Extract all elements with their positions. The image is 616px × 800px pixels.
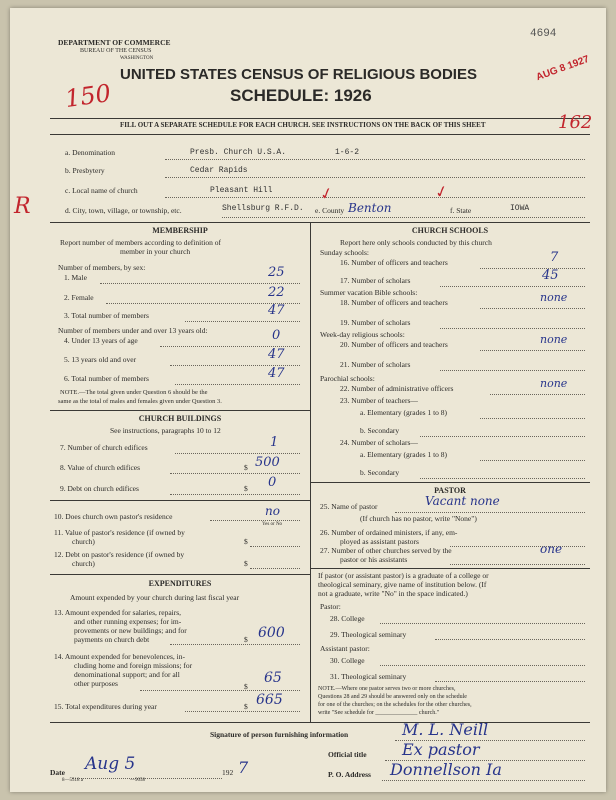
q28-label: 28. College [330,614,365,623]
edifice-value-label: 8. Value of church edifices [60,463,141,472]
q26-label: ployed as assistant pastors [340,537,419,546]
members-by-sex-heading: Number of members, by sex: [58,263,146,272]
q14-label: 14. Amount expended for benevolences, in- [54,652,186,661]
q20-value: none [540,333,568,346]
owns-residence-value: no [265,504,280,518]
denomination-value: Presb. Church U.S.A. [190,148,287,157]
denomination-code: 1-6-2 [335,148,360,157]
schedule-title: SCHEDULE: 1926 [230,86,372,105]
year-prefix: 192 [222,768,234,777]
vacation-schools-label: Summer vacation Bible schools: [320,288,418,297]
edifices-label: 7. Number of church edifices [60,443,148,452]
q24-secondary-label: b. Secondary [360,468,400,477]
buildings-subtitle: See instructions, paragraphs 10 to 12 [110,426,221,435]
q16-label: 16. Number of officers and teachers [340,258,448,267]
q27-label: pastor or his assistants [340,555,408,564]
received-date-stamp: AUG 8 1927 [534,53,591,84]
assistant-pastor-label: Assistant pastor: [320,644,370,653]
parochial-schools-label: Parochial schools: [320,374,375,383]
pastor-note: write "See schedule for ______________ church." [318,710,440,716]
po-address-value: Donnellson Ia [390,760,502,779]
total-members-value: 47 [268,303,285,318]
pastor-note: for one of the churches; on the schedules for the other churches, [318,702,472,708]
handwritten-mark-r: R [14,194,31,219]
q14-value: 65 [264,670,282,686]
male-value: 25 [268,265,285,280]
q21-label: 21. Number of scholars [340,360,411,369]
presbytery-label: b. Presbytery [65,166,105,175]
q17-value: 45 [542,268,559,283]
under-13-value: 0 [272,328,281,343]
owns-residence-label: 10. Does church own pastor's residence [54,512,173,521]
edifice-debt-label: 9. Debt on church edifices [60,484,139,493]
year-value: 7 [238,758,249,777]
edifices-value: 1 [270,435,279,450]
edifice-debt-value: 0 [268,475,277,490]
over-13-value: 47 [268,347,285,362]
over-13-label: 5. 13 years old and over [64,355,137,364]
residence-debt-label: church) [72,559,95,568]
pastor-note: NOTE.—Where one pastor serves two or more churches, [318,686,456,692]
pastor-note: Questions 28 and 29 should be answered only on the schedule [318,694,467,700]
date-label: Date [50,768,65,777]
form-title: UNITED STATES CENSUS OF RELIGIOUS BODIES [120,66,477,83]
red-check-icon: ✓ [433,182,451,203]
po-address-label: P. O. Address [328,770,371,779]
q22-value: none [540,377,568,390]
county-label: e. County [315,206,345,215]
pastor-sub-label: Pastor: [320,602,341,611]
department-label: DEPARTMENT OF COMMERCE [58,38,171,47]
q16-value: 7 [550,250,559,265]
female-value: 22 [268,285,285,300]
census-form-sheet [10,8,606,792]
signature-label: Signature of person furnishing information [210,730,349,739]
q13-value: 600 [258,625,285,641]
residence-debt-label: 12. Debt on pastor's residence (if owned by [54,550,185,559]
dollar-sign: $ [244,559,248,568]
dollar-sign: $ [244,635,248,644]
official-title-label: Official title [328,750,367,759]
q25-value: Vacant none [425,494,500,508]
separate-schedule-instruction: FILL OUT A SEPARATE SCHEDULE FOR EACH CHURCH. SEE INSTRUCTIONS ON THE BACK OF THIS SHEET [120,121,486,129]
q14-label: cluding home and foreign missions; for [74,661,193,670]
city-label: WASHINGTON [120,56,154,61]
q27-label: 27. Number of other churches served by the [320,546,452,555]
presbytery-value: Cedar Rapids [190,166,248,175]
handwritten-mark-150: 150 [63,78,113,114]
q14-label: denominational support; and for all [74,670,180,679]
city-town-label: d. City, town, village, or township, etc. [65,206,182,215]
q25-label: 25. Name of pastor [320,502,378,511]
weekday-schools-label: Week-day religious schools: [320,330,405,339]
date-value: Aug 5 [85,754,136,774]
dollar-sign: $ [244,537,248,546]
bureau-label: BUREAU OF THE CENSUS [80,48,152,54]
dollar-sign: $ [244,463,248,472]
schools-intro: Report here only schools conducted by this church [340,238,492,247]
form-number-2: —9058 [130,778,145,783]
q20-label: 20. Number of officers and teachers [340,340,448,349]
q23-elementary-label: a. Elementary (grades 1 to 8) [360,408,448,417]
residence-value-label: 11. Value of pastor's residence (if owned by [54,528,185,537]
total-members-6-value: 47 [268,366,285,381]
q18-label: 18. Number of officers and teachers [340,298,448,307]
sunday-schools-label: Sunday schools: [320,248,369,257]
denomination-label: a. Denomination [65,148,115,157]
q22-label: 22. Number of administrative officers [340,384,454,393]
form-number: 8—5518 a [62,778,83,783]
q24-elementary-label: a. Elementary (grades 1 to 8) [360,450,448,459]
membership-intro: Report number of members according to definition of [60,238,221,247]
red-check-icon: ✓ [318,184,336,205]
q13-label: 13. Amount expended for salaries, repairs, [54,608,182,617]
total-members-label: 3. Total number of members [64,311,149,320]
q13-label: payments on church debt [74,635,150,644]
female-label: 2. Female [64,293,94,302]
q15-value: 665 [256,692,283,708]
membership-note: same as the total of males and females given under Question 3. [58,398,222,405]
graduate-instruction: If pastor (or assistant pastor) is a graduate of a college or [318,571,489,580]
male-label: 1. Male [64,273,87,282]
state-label: f. State [450,206,472,215]
dollar-sign: $ [244,682,248,691]
q19-label: 19. Number of scholars [340,318,411,327]
church-schools-heading: CHURCH SCHOOLS [411,226,489,235]
city-town-value: Shellsburg R.F.D. [222,204,304,213]
membership-note: NOTE.—The total given under Question 6 should be the [60,389,208,396]
q30-label: 30. College [330,656,365,665]
membership-heading: MEMBERSHIP [152,226,208,235]
state-value: IOWA [510,204,530,213]
under-13-label: 4. Under 13 years of age [64,336,138,345]
expenditures-heading: EXPENDITURES [148,579,212,588]
q26-label: 26. Number of ordained ministers, if any, em- [320,528,458,537]
local-name-label: c. Local name of church [65,186,138,195]
residence-value-label: church) [72,537,95,546]
total-members-6-label: 6. Total number of members [64,374,149,383]
q17-label: 17. Number of scholars [340,276,411,285]
signature-value: M. L. Neill [402,720,489,739]
q23-secondary-label: b. Secondary [360,426,400,435]
q13-label: provements or new buildings; and for [74,626,187,635]
q31-label: 31. Theological seminary [330,672,407,681]
q27-value: one [540,542,563,556]
q23-label: 23. Number of teachers— [340,396,418,405]
q15-label: 15. Total expenditures during year [54,702,157,711]
serial-number: 4694 [530,28,557,40]
members-age-heading: Number of members under and over 13 years old: [58,326,208,335]
local-name-value: Pleasant Hill [210,186,273,195]
q25-note: (If church has no pastor, write "None") [360,514,477,523]
q13-label: and other running expenses; for im- [74,617,182,626]
dollar-sign: $ [244,484,248,493]
expenditures-subtitle: Amount expended by your church during last fiscal year [70,593,240,602]
graduate-instruction: theological seminary, give name of institution below. (If [318,580,487,589]
yes-no-hint: Yes or No [262,522,283,527]
membership-intro: member in your church [120,247,191,256]
q14-label: other purposes [74,679,118,688]
graduate-instruction: not a graduate, write "No" in the space indicated.) [318,589,468,598]
church-buildings-heading: CHURCH BUILDINGS [138,414,222,423]
q18-value: none [540,291,568,304]
county-value: Benton [348,201,392,215]
q29-label: 29. Theological seminary [330,630,407,639]
edifice-value-value: 500 [255,455,280,470]
handwritten-mark-162: 162 [558,112,593,133]
dollar-sign: $ [244,702,248,711]
official-title-value: Ex pastor [402,740,480,759]
pastor-heading: PASTOR [434,486,466,495]
q24-label: 24. Number of scholars— [340,438,418,447]
